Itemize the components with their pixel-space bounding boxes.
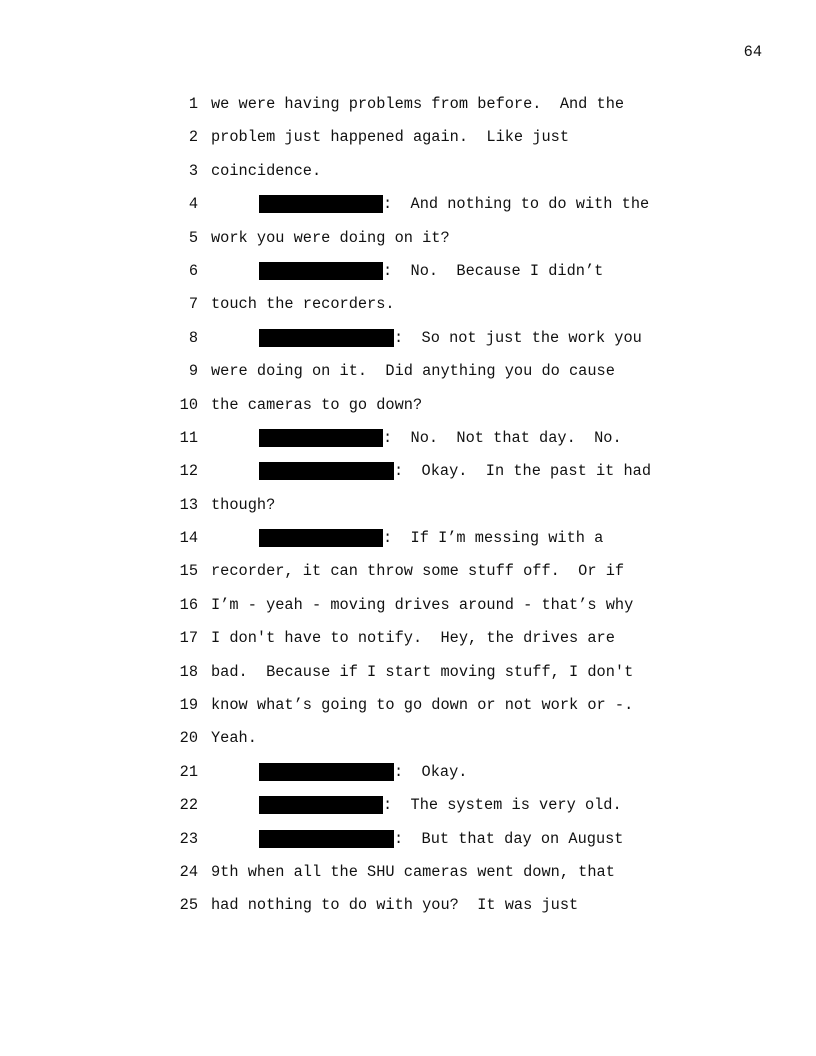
transcript-line (160, 361, 680, 394)
transcript-line (160, 561, 680, 594)
line-text: know what’s going to go down or not work or -. (211, 696, 634, 715)
transcript-line (160, 328, 680, 361)
line-number: 16 (179, 595, 198, 614)
line-text: though? (211, 495, 276, 514)
transcript-line (160, 862, 680, 895)
line-number: 4 (188, 195, 198, 214)
transcript-line (160, 161, 680, 194)
transcript-line (160, 695, 680, 728)
redacted-speaker-name (259, 195, 383, 213)
transcript-line (160, 94, 680, 127)
line-number: 11 (179, 428, 198, 447)
speaker-turn (211, 528, 680, 548)
transcript-line (160, 829, 680, 862)
line-number: 15 (179, 562, 198, 581)
redacted-speaker-name (259, 763, 394, 781)
line-number: 2 (188, 128, 198, 147)
line-text: : If I’m messing with a (383, 529, 604, 548)
speaker-turn (211, 194, 680, 214)
transcript-line (160, 662, 680, 695)
line-text: : But that day on August (394, 829, 624, 848)
line-number: 8 (188, 328, 198, 347)
transcript-line (160, 261, 680, 294)
transcript-line (160, 795, 680, 828)
redacted-speaker-name (259, 329, 394, 347)
line-number: 12 (179, 462, 198, 481)
transcript-line (160, 395, 680, 428)
redacted-speaker-name (259, 462, 394, 480)
line-number: 18 (179, 662, 198, 681)
line-number: 23 (179, 829, 198, 848)
line-text: : No. Because I didn’t (383, 261, 604, 280)
transcript-line (160, 595, 680, 628)
line-number: 14 (179, 529, 198, 548)
transcript-line (160, 428, 680, 461)
line-text: were doing on it. Did anything you do cause (211, 362, 615, 381)
speaker-turn (211, 328, 680, 348)
line-text: work you were doing on it? (211, 228, 450, 247)
line-text: bad. Because if I start moving stuff, I don't (211, 662, 634, 681)
speaker-turn (211, 261, 680, 281)
transcript-line (160, 461, 680, 494)
line-number: 20 (179, 729, 198, 748)
line-text: 9th when all the SHU cameras went down, that (211, 862, 615, 881)
line-text: we were having problems from before. And the (211, 95, 625, 113)
speaker-turn (211, 461, 680, 481)
line-text: : No. Not that day. No. (383, 428, 622, 447)
transcript-body (160, 94, 680, 929)
transcript-line (160, 194, 680, 227)
transcript-line (160, 294, 680, 327)
line-number: 3 (188, 161, 198, 180)
transcript-line (160, 895, 680, 928)
line-number: 9 (188, 362, 198, 381)
line-number: 1 (188, 95, 198, 113)
line-number: 6 (188, 261, 198, 280)
line-text: I don't have to notify. Hey, the drives are (211, 629, 615, 648)
transcript-line (160, 728, 680, 761)
line-text: Yeah. (211, 729, 257, 748)
speaker-turn (211, 829, 680, 849)
transcript-line (160, 228, 680, 261)
speaker-turn (211, 795, 680, 815)
line-text: recorder, it can throw some stuff off. Or if (211, 562, 625, 581)
line-text: : The system is very old. (383, 796, 622, 815)
line-text: : And nothing to do with the (383, 195, 650, 214)
line-text: touch the recorders. (211, 295, 395, 314)
redacted-speaker-name (259, 262, 383, 280)
line-text: : Okay. In the past it had (394, 462, 652, 481)
speaker-turn (211, 428, 680, 448)
transcript-line (160, 127, 680, 160)
line-text: I’m - yeah - moving drives around - that’s why (211, 595, 634, 614)
line-text: problem just happened again. Like just (211, 128, 570, 147)
speaker-turn (211, 762, 680, 782)
redacted-speaker-name (259, 830, 394, 848)
page-number: 64 (743, 43, 762, 61)
line-number: 19 (179, 696, 198, 715)
line-number: 22 (179, 796, 198, 815)
line-number: 17 (179, 629, 198, 648)
line-number: 5 (188, 228, 198, 247)
line-number: 21 (179, 762, 198, 781)
line-text: : So not just the work you (394, 328, 642, 347)
redacted-speaker-name (259, 429, 383, 447)
line-number: 25 (179, 896, 198, 915)
line-number: 10 (179, 395, 198, 414)
line-text: the cameras to go down? (211, 395, 423, 414)
line-number: 24 (179, 862, 198, 881)
line-number: 7 (188, 295, 198, 314)
transcript-line (160, 528, 680, 561)
redacted-speaker-name (259, 529, 383, 547)
line-text: had nothing to do with you? It was just (211, 896, 579, 915)
transcript-line (160, 628, 680, 661)
line-number: 13 (179, 495, 198, 514)
transcript-line (160, 762, 680, 795)
line-text: : Okay. (394, 762, 468, 781)
redacted-speaker-name (259, 796, 383, 814)
line-text: coincidence. (211, 161, 322, 180)
transcript-line (160, 495, 680, 528)
